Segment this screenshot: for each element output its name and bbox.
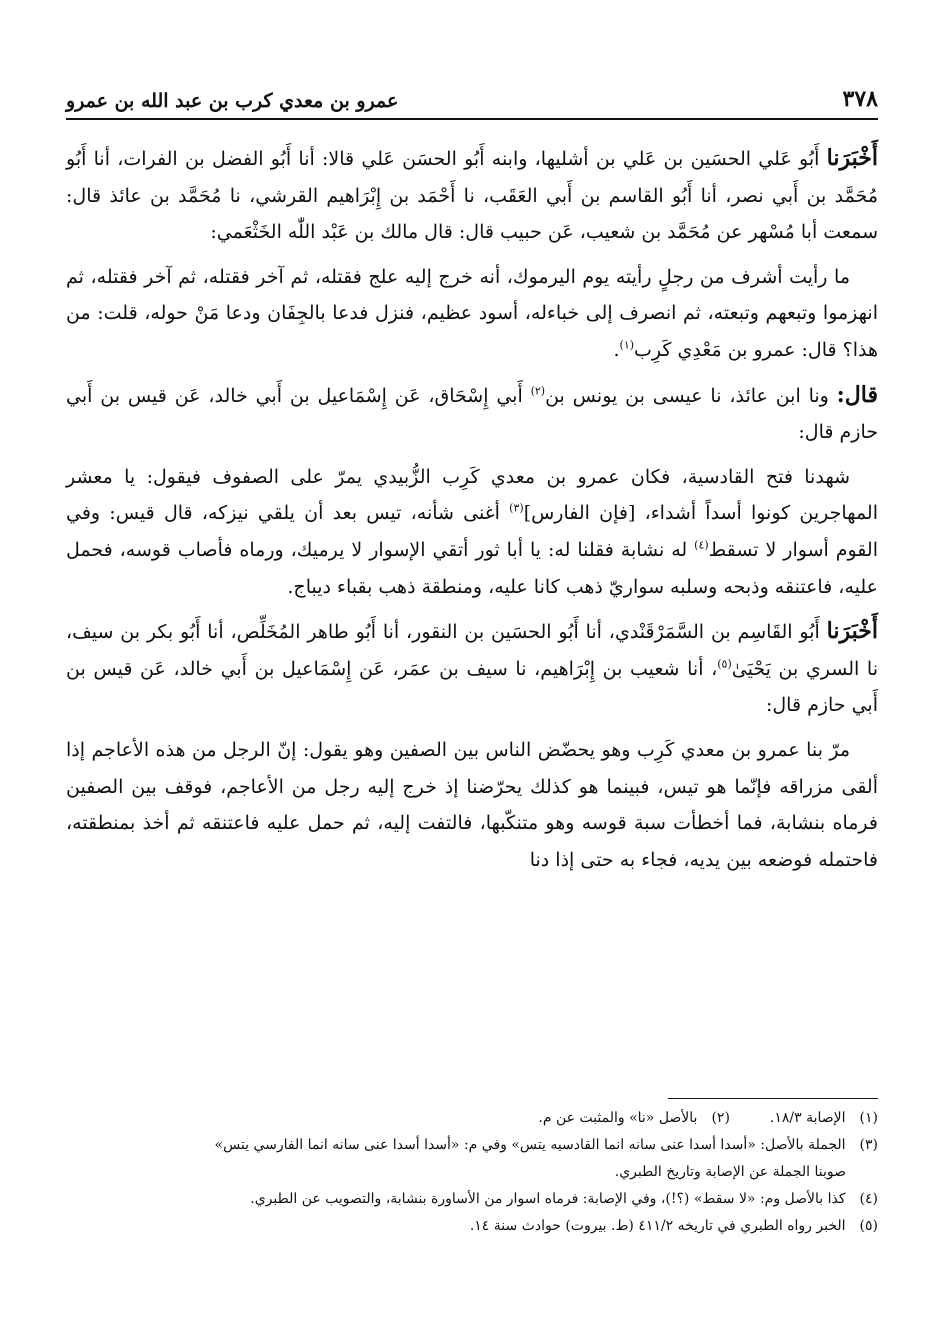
paragraph-text-end: . [613, 338, 620, 361]
footnote-rule [668, 1098, 878, 1099]
paragraph-text: أَبُو القَاسِم بن السَّمَرْقَنْدي، أنا أَبُو الحسَين بن النقور، أنا أَبُو طاهر المُخَلِّص، أنا أَبُو بكر بن سيف، نا السري بن يَحْيَىٰ [66, 621, 878, 680]
footnote-5 [66, 1213, 878, 1240]
footnote-4 [66, 1186, 878, 1213]
paragraph-lead: أَخْبَرَنا [826, 145, 878, 171]
footnote-1 [770, 1105, 878, 1132]
footnote-row [66, 1105, 878, 1132]
paragraph-text: ما رأيت أشرف من رجلٍ رأيته يوم اليرموك، أنه خرج إليه علج فقتله، ثم آخر فقتله، ثم آخر فقتله، ثم انهزموا وتبعهم وتبعته، ثم انصرف إلى خباءله، أسود عظيم، فنزل فدعا بالجِفَان ودعا مَنْ حوله، قلت: من هذا؟ قال: عمرو بن مَعْدِي كَرِب [66, 265, 878, 361]
header-rule [66, 118, 878, 120]
paragraph-text: ونا ابن عائذ، نا عيسى بن يونس بن [545, 384, 837, 407]
paragraph-1 [66, 140, 878, 251]
footnote-ref-1[interactable]: (١) [619, 338, 635, 352]
footnote-3 [66, 1132, 878, 1159]
paragraph-2 [66, 259, 878, 369]
footnote-text: بالأصل «نا» والمثبت عن م. [538, 1110, 698, 1126]
paragraph-4 [66, 459, 878, 605]
paragraph-6 [66, 732, 878, 878]
footnote-number: (٤) [859, 1191, 878, 1207]
page-number: ٣٧٨ [842, 86, 878, 112]
paragraph-lead: أَخْبَرَنا [826, 618, 878, 645]
footnote-ref-5[interactable]: (٥) [717, 657, 732, 671]
main-text [66, 140, 878, 886]
paragraph-text-cont: أَبي إِسْحَاق، عَن إِسْمَاعيل بن أَبي خالد، عَن قيس بن أَبي حازم قال: [66, 384, 878, 444]
footnote-number: (٣) [859, 1137, 878, 1153]
footnote-text: الخبر رواه الطبري في تاريخه ٤١١/٢ (ط. بيروت) حوادث سنة ١٤. [469, 1218, 846, 1234]
paragraph-lead: قال: [836, 381, 878, 408]
paragraph-text-cont: ، أنا شعيب بن إِبْرَاهيم، نا سيف بن عمَر، عَن إِسْمَاعيل بن أَبي خالد، عَن قيس بن أَبي حازم قال: [66, 657, 878, 717]
paragraph-5 [66, 613, 878, 724]
footnote-2 [538, 1105, 730, 1132]
footnote-text: الإصابة ١٨/٣. [769, 1110, 846, 1126]
paragraph-3 [66, 377, 878, 451]
footnotes [66, 1105, 878, 1240]
paragraph-text: مرّ بنا عمرو بن معدي كَرِب وهو يحضّض الناس بين الصفين وهو يقول: إنّ الرجل من هذه الأعاجم إذا ألقى مزراقه فإنّما هو تيس، فبينما هو كذلك يحرّضنا إذ خرج إليه رجل من الأعاجم، فوقف بين الصفين فرماه بنشابة، فما أخطأت سبة قوسه وهو متنكّبها، فالتفت إليه، ثم حمل عليه فاعتنقه ثم أخذ بمنطقته، فاحتمله فوضعه بين يديه، فجاء به حتى إذا دنا [66, 738, 878, 871]
paragraph-text: شهدنا فتح القادسية، فكان عمرو بن معدي كَرِب الزُّبيدي يمرّ على الصفوف فيقول: يا معشر المهاجرين كونوا أسداً أشداء، [فإن الفارس] [66, 465, 878, 525]
footnote-number: (٢) [711, 1110, 730, 1126]
footnote-ref-2[interactable]: (٢) [530, 384, 546, 398]
footnote-text: الجملة بالأصل: «أسدا أسدا عنى سانه انما القادسيه يتس» وفي م: «أسدا أسدا عنى سانه انما الفارسي يتس» [214, 1137, 846, 1153]
paragraph-text-end: له نشابة فقلنا له: يا أبا ثور أتقي الإسوار لا يرميك، ورماه فأصاب قوسه، فحمل عليه، فاعتنقه وذبحه وسلبه سواريّ ذهب كانا عليه، ومنطقة ذهب بقباء ديباج. [66, 538, 878, 598]
paragraph-text-cont: أغنى شأنه، تيس بعد أن يلقي نيزكه، قال قيس: وفي القوم أسوار لا تسقط [66, 502, 878, 561]
footnote-ref-3[interactable]: (٣) [509, 502, 524, 516]
footnote-3-continuation: صوبنا الجملة عن الإصابة وتاريخ الطبري. [614, 1164, 846, 1180]
footnote-number: (١) [859, 1110, 878, 1126]
paragraph-text: أَبُو عَلي الحسَين بن عَلي بن أشليها، وابنه أَبُو الحسَن عَلي قالا: أنا أَبُو الفضل بن الفرات، أنا أَبُو مُحَمَّد بن أَبي نصر، أنا أَبُو القاسم بن أَبي العَقَب، نا أَحْمَد بن إِبْرَاهيم القرشي، نا مُحَمَّد بن عائذ قال: سمعت أبا مُسْهر عن مُحَمَّد بن شعيب، عَن حبيب قال: قال مالك بن عَبْد اللّٰه الخَثْعَمي: [66, 148, 878, 244]
footnote-ref-4[interactable]: (٤) [694, 538, 709, 552]
footnote-number: (٥) [859, 1218, 878, 1234]
footnote-text: كذا بالأصل وم: «لا سقط» (؟!)، وفي الإصابة: فرماه اسوار من الأساورة بنشابة، والتصويب عن الطبري. [250, 1191, 846, 1207]
running-title: عمرو بن معدي كرب بن عبد الله بن عمرو [66, 90, 399, 112]
page-header [66, 72, 878, 112]
